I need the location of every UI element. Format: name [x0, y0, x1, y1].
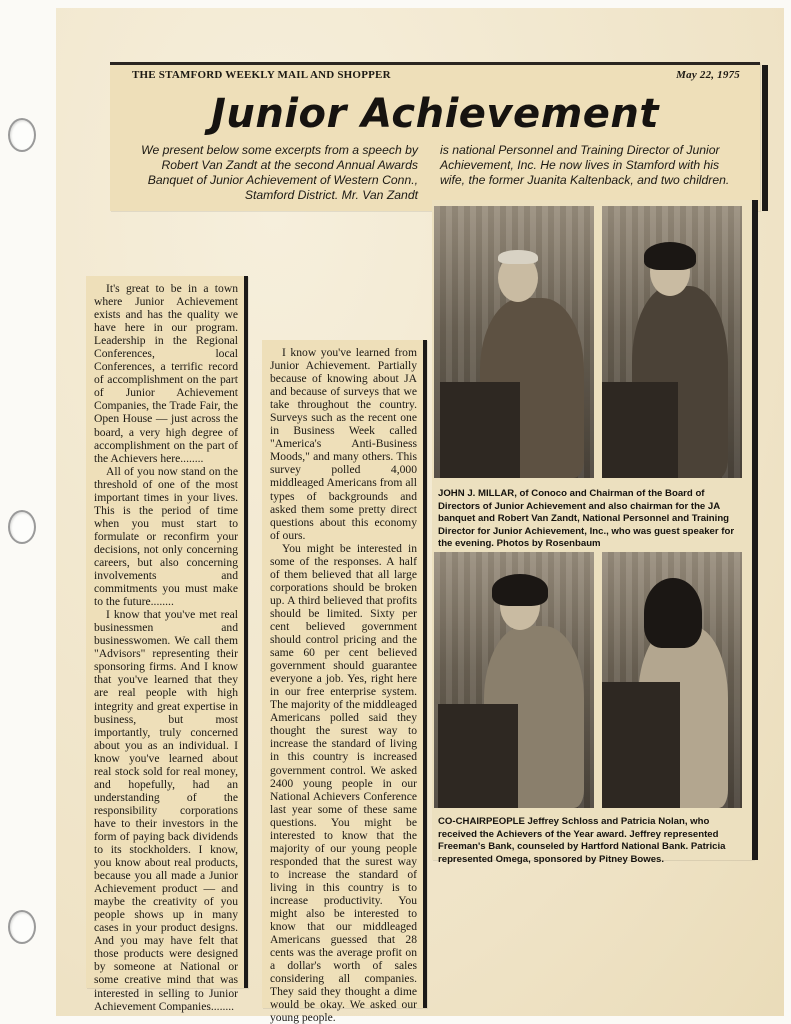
headline: Junior Achievement — [210, 91, 660, 137]
masthead — [132, 69, 740, 81]
newspaper-name: THE STAMFORD WEEKLY MAIL AND SHOPPER — [132, 69, 391, 81]
photo-caption-top: JOHN J. MILLAR, of Conoco and Chairman of the Board of Directors of Junior Achievement and also chairman for the JA banquet and Robert Van Zandt, National Personnel and Training Director for Junior Achievement, Inc., who was guest speaker for the evening. Photos by Rosenbaum — [438, 488, 735, 549]
photo-van-zandt — [602, 206, 742, 478]
paragraph: You might be interested in some of the responses. A half of them believed that all large corporations should be broken up. A third believed that profits should be limited. Sixty per cent believed government should control pricing and the same 60 per cent believed government should guarantee everyone a job. Yes, right here in our free enterprise system. The majority of the middleaged Americans polled said they thought the surest way to increase the standard of living in this country is increased government control. We asked 2400 young people in our National Achievers Conference last year some of these same questions. You might be interested to know that the majority of our young people responded that the surest way to increase the standard of living in this country is to increase productivity. You might also be interested to know that our middleaged Americans guessed that 28 cents was the average profit on a dollar's worth of sales considering all companies. They said they thought a dime would be okay. We asked our young people. — [270, 541, 417, 1024]
punch-hole — [8, 910, 36, 944]
paragraph: I know that you've met real businessmen and businesswomen. We call them "Advisors" representing their sponsoring firms. And I know that you've learned that they are real people with high integrity and great expertise in business, but most importantly, truly concerned about you as an individual. I know you've learned about real stock sold for real money, and hopefully, had an understanding of the responsibility corporations have to their investors in the form of paying back dividends to its stockholders. I know, you know about real products, because you all made a Junior Achievement product — and maybe the creativity of you people shows up in many cases in your product designs. And you may have felt that those products were designed by someone at National or some creative mind that was interested in selling to Junior Achievement Companies........ — [94, 608, 238, 1013]
photo-caption-bottom: CO-CHAIRPEOPLE Jeffrey Schloss and Patricia Nolan, who received the Achievers of the Year award. Jeffrey represented Freeman's Bank, counseled by Hartford National Bank. Patricia represented Omega, sponsored by Pitney Bowes. — [438, 816, 726, 865]
photo-nolan — [602, 552, 742, 808]
intro-right: is national Personnel and Training Director of Junior Achievement, Inc. He now lives in Stamford with his wife, the former Juanita Kaltenback, and two children. — [440, 143, 730, 187]
header-clipping — [110, 62, 760, 211]
publication-date: May 22, 1975 — [676, 69, 740, 81]
article-column-1 — [86, 276, 248, 1013]
punch-hole — [8, 118, 36, 152]
photo-millar — [434, 206, 594, 478]
photo-schloss — [434, 552, 594, 808]
intro-left: We present below some excerpts from a speech by Robert Van Zandt at the second Annual Awards Banquet of Junior Achievement of Western Conn., Stamford District. Mr. Van Zandt — [141, 143, 418, 202]
paragraph: All of you now stand on the threshold of one of the most important times in your lives. This is the period of time when you must start to formulate or reconfirm your decisions, not only concerning careers, but also concerning involvements and commitments you must make to the future........ — [94, 464, 238, 609]
article-column-2 — [262, 340, 427, 1024]
paragraph: It's great to be in a town where Junior Achievement exists and has the quality we have here in our program. Leadership in the Regional Conferences, local Conferences, a terrific record of accomplishment on the part of Junior Achievement Companies, the Trade Fair, the Open House — just across the board, a very high degree of accomplishment on the part of the Achievers here........ — [94, 282, 238, 465]
photo-clipping — [432, 200, 754, 865]
paragraph: I know you've learned from Junior Achievement. Partially because of knowing about JA and because of surveys that we take throughout the country. Surveys such as the recent one in Business Week called "America's Anti-Business Moods," and many others. This survey polled 4,000 middleaged Americans from all types of backgrounds and asked them some pretty direct questions about this economy of ours. — [270, 346, 417, 542]
punch-hole — [8, 510, 36, 544]
